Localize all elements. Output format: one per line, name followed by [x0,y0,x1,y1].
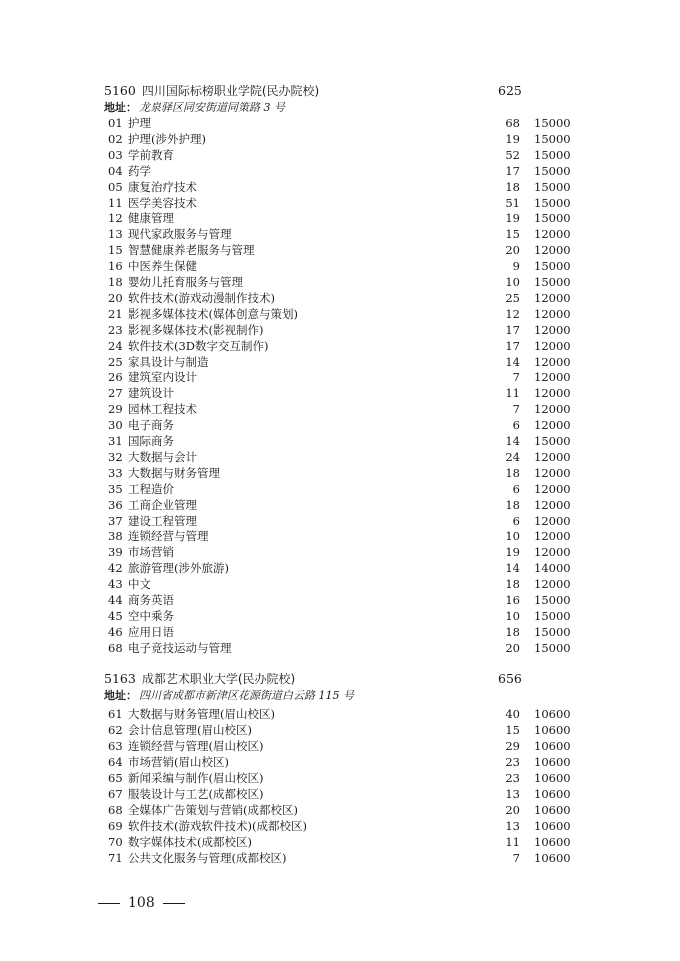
tuition-fee: 12000 [534,465,571,480]
major-row [0,544,680,560]
major-name: 空中乘务 [128,608,174,623]
major-code: 37 [108,513,123,528]
institution-heading [104,82,319,100]
major-code: 67 [108,787,123,801]
major-row [0,608,680,624]
enrollment-count: 11 [505,835,520,849]
enrollment-count: 11 [505,386,520,401]
major-name: 现代家政服务与管理 [128,227,232,242]
major-name: 电子竞技运动与管理 [128,640,232,655]
enrollment-count: 20 [505,640,520,655]
tuition-fee: 12000 [534,418,571,433]
enrollment-count: 51 [505,195,520,210]
major-row [0,195,680,211]
major-row [0,481,680,497]
enrollment-count: 20 [505,803,520,817]
major-row [0,834,680,850]
major-name: 市场营销 [128,545,174,560]
major-code: 30 [108,418,123,433]
institution-code: 5163 [104,671,136,686]
tuition-fee: 15000 [534,179,571,194]
enrollment-count: 18 [505,624,520,639]
major-row [0,722,680,738]
tuition-fee: 12000 [534,306,571,321]
major-row [0,465,680,481]
major-row [0,242,680,258]
major-name: 园林工程技术 [128,402,197,417]
major-code: 63 [108,739,123,753]
tuition-fee: 15000 [534,275,571,289]
institution-address [104,100,285,116]
tuition-fee: 12000 [534,290,571,305]
institution-heading [104,670,295,688]
tuition-fee: 12000 [534,545,571,560]
major-name: 工商企业管理 [128,497,197,512]
enrollment-count: 13 [505,787,520,801]
major-name: 中医养生保健 [128,259,197,274]
tuition-fee: 12000 [534,481,571,496]
enrollment-count: 10 [505,529,520,544]
major-code: 38 [108,529,123,544]
major-code: 01 [108,116,123,130]
footer-dash-right [163,903,185,904]
page-footer [98,893,185,913]
major-code: 42 [108,561,123,576]
enrollment-count: 6 [512,418,520,433]
major-name: 家具设计与制造 [128,354,209,369]
tuition-fee: 12000 [534,513,571,528]
tuition-fee: 10600 [534,723,571,737]
major-row [0,802,680,818]
major-name: 大数据与会计 [128,449,197,464]
major-name: 医学美容技术 [128,195,197,210]
footer-dash-left [98,903,120,904]
tuition-fee: 10600 [534,707,571,721]
tuition-fee: 12000 [534,243,571,258]
enrollment-count: 10 [505,275,520,289]
major-code: 02 [108,131,123,146]
major-name: 学前教育 [128,147,174,162]
tuition-fee: 10600 [534,835,571,849]
major-row [0,497,680,513]
enrollment-count: 19 [505,131,520,146]
major-row [0,818,680,834]
major-row [0,163,680,179]
tuition-fee: 12000 [534,354,571,369]
enrollment-count: 16 [505,593,520,607]
institution-quota: 656 [498,671,522,686]
major-name: 新闻采编与制作(眉山校区) [128,771,264,785]
major-row [0,850,680,866]
major-name: 应用日语 [128,624,174,639]
tuition-fee: 10600 [534,803,571,817]
tuition-fee: 15000 [534,624,571,639]
major-row [0,290,680,306]
major-code: 18 [108,275,123,289]
tuition-fee: 15000 [534,131,571,146]
major-row [0,640,680,656]
major-name: 中文 [128,577,151,592]
major-name: 全媒体广告策划与营销(成都校区) [128,803,298,817]
institution-quota: 625 [498,83,522,98]
major-name: 市场营销(眉山校区) [128,755,229,769]
major-code: 45 [108,608,123,623]
tuition-fee: 10600 [534,819,571,833]
major-row [0,385,680,401]
major-name: 软件技术(3D数字交互制作) [128,338,269,353]
major-row [0,449,680,465]
major-name: 会计信息管理(眉山校区) [128,723,252,737]
major-row [0,738,680,754]
major-name: 建筑室内设计 [128,370,197,385]
major-code: 12 [108,211,123,226]
major-row [0,322,680,338]
enrollment-count: 19 [505,545,520,560]
major-code: 44 [108,593,123,607]
major-name: 软件技术(游戏软件技术)(成都校区) [128,819,307,833]
major-name: 数字媒体技术(成都校区) [128,835,252,849]
major-code: 39 [108,545,123,560]
tuition-fee: 15000 [534,163,571,178]
major-code: 64 [108,755,123,769]
tuition-fee: 12000 [534,386,571,401]
enrollment-count: 19 [505,211,520,226]
major-code: 33 [108,465,123,480]
enrollment-count: 24 [505,449,520,464]
major-code: 04 [108,163,123,178]
major-code: 25 [108,354,123,369]
major-code: 35 [108,481,123,496]
tuition-fee: 12000 [534,402,571,417]
enrollment-count: 14 [505,561,520,576]
major-code: 68 [108,803,123,817]
major-code: 31 [108,434,123,448]
major-row [0,258,680,274]
major-code: 65 [108,771,123,785]
major-row [0,226,680,242]
address-label: 地址： [104,689,137,702]
major-name: 健康管理 [128,211,174,226]
major-code: 21 [108,306,123,321]
tuition-fee: 12000 [534,227,571,242]
major-name: 大数据与财务管理(眉山校区) [128,707,275,721]
tuition-fee: 10600 [534,851,571,865]
enrollment-count: 18 [505,497,520,512]
enrollment-count: 14 [505,354,520,369]
enrollment-count: 12 [505,306,520,321]
tuition-fee: 12000 [534,370,571,385]
major-code: 46 [108,624,123,639]
address-label: 地址： [104,101,137,114]
major-row [0,179,680,195]
major-name: 公共文化服务与管理(成都校区) [128,851,287,865]
major-code: 29 [108,402,123,417]
major-code: 32 [108,449,123,464]
major-name: 建设工程管理 [128,513,197,528]
major-code: 15 [108,243,123,258]
major-name: 连锁经营与管理(眉山校区) [128,739,264,753]
enrollment-count: 25 [505,290,520,305]
major-row [0,433,680,449]
tuition-fee: 10600 [534,755,571,769]
address-value: 龙泉驿区同安街道同策路 3 号 [139,101,285,114]
enrollment-count: 14 [505,434,520,448]
enrollment-count: 7 [512,370,520,385]
enrollment-count: 17 [505,338,520,353]
major-name: 大数据与财务管理 [128,465,220,480]
tuition-fee: 12000 [534,338,571,353]
institution-name: 成都艺术职业大学(民办院校) [141,672,296,686]
major-row [0,131,680,147]
major-row [0,369,680,385]
major-code: 69 [108,819,123,833]
major-name: 影视多媒体技术(影视制作) [128,322,264,337]
major-code: 05 [108,179,123,194]
enrollment-count: 7 [512,851,520,865]
enrollment-count: 6 [512,513,520,528]
tuition-fee: 15000 [534,116,571,130]
enrollment-count: 7 [512,402,520,417]
major-code: 26 [108,370,123,385]
enrollment-count: 9 [512,259,520,274]
major-name: 建筑设计 [128,386,174,401]
major-name: 电子商务 [128,418,174,433]
enrollment-count: 6 [512,481,520,496]
tuition-fee: 12000 [534,449,571,464]
major-name: 商务英语 [128,593,174,607]
tuition-fee: 15000 [534,640,571,655]
major-row [0,624,680,640]
tuition-fee: 12000 [534,529,571,544]
tuition-fee: 15000 [534,608,571,623]
major-row [0,210,680,226]
major-code: 03 [108,147,123,162]
major-row [0,592,680,608]
major-name: 护理(涉外护理) [128,131,206,146]
enrollment-count: 17 [505,322,520,337]
tuition-fee: 10600 [534,787,571,801]
institution-address [104,688,354,704]
major-code: 20 [108,290,123,305]
major-name: 连锁经营与管理 [128,529,209,544]
address-value: 四川省成都市新津区花源街道白云路 115 号 [139,689,354,702]
major-name: 婴幼儿托育服务与管理 [128,275,243,289]
tuition-fee: 15000 [534,195,571,210]
enrollment-count: 10 [505,608,520,623]
tuition-fee: 14000 [534,561,571,576]
tuition-fee: 12000 [534,497,571,512]
major-row [0,770,680,786]
major-row [0,513,680,529]
major-row [0,354,680,370]
major-row [0,754,680,770]
major-code: 16 [108,259,123,274]
tuition-fee: 10600 [534,739,571,753]
major-row [0,401,680,417]
major-row [0,528,680,544]
tuition-fee: 12000 [534,577,571,592]
major-name: 软件技术(游戏动漫制作技术) [128,290,275,305]
enrollment-count: 18 [505,179,520,194]
major-name: 服装设计与工艺(成都校区) [128,787,264,801]
major-row [0,338,680,354]
major-code: 62 [108,723,123,737]
major-row [0,706,680,722]
major-name: 工程造价 [128,481,174,496]
major-code: 68 [108,640,123,655]
major-row [0,417,680,433]
major-code: 24 [108,338,123,353]
page-number: 108 [128,895,155,911]
major-code: 27 [108,386,123,401]
enrollment-count: 23 [505,771,520,785]
tuition-fee: 15000 [534,593,571,607]
major-row [0,786,680,802]
major-code: 61 [108,707,123,721]
institution-name: 四川国际标榜职业学院(民办院校) [141,84,320,98]
tuition-fee: 12000 [534,322,571,337]
major-code: 71 [108,851,123,865]
major-row [0,306,680,322]
tuition-fee: 15000 [534,147,571,162]
enrollment-count: 18 [505,465,520,480]
institution-code: 5160 [104,83,136,98]
tuition-fee: 15000 [534,211,571,226]
enrollment-count: 18 [505,577,520,592]
tuition-fee: 15000 [534,259,571,274]
major-row [0,560,680,576]
enrollment-count: 23 [505,755,520,769]
major-code: 11 [108,195,123,210]
major-name: 国际商务 [128,434,174,448]
enrollment-count: 40 [505,707,520,721]
tuition-fee: 10600 [534,771,571,785]
major-name: 康复治疗技术 [128,179,197,194]
enrollment-count: 15 [505,227,520,242]
major-name: 影视多媒体技术(媒体创意与策划) [128,306,298,321]
major-code: 36 [108,497,123,512]
major-name: 智慧健康养老服务与管理 [128,243,255,258]
major-code: 43 [108,577,123,592]
major-row [0,576,680,592]
enrollment-count: 68 [505,116,520,130]
major-code: 13 [108,227,123,242]
major-name: 护理 [128,116,151,130]
major-row [0,147,680,163]
major-code: 70 [108,835,123,849]
major-row [0,115,680,131]
enrollment-count: 15 [505,723,520,737]
enrollment-count: 52 [505,147,520,162]
major-row [0,274,680,290]
enrollment-count: 17 [505,163,520,178]
major-name: 旅游管理(涉外旅游) [128,561,229,576]
enrollment-count: 13 [505,819,520,833]
enrollment-count: 20 [505,243,520,258]
tuition-fee: 15000 [534,434,571,448]
major-code: 23 [108,322,123,337]
major-name: 药学 [128,163,151,178]
enrollment-count: 29 [505,739,520,753]
